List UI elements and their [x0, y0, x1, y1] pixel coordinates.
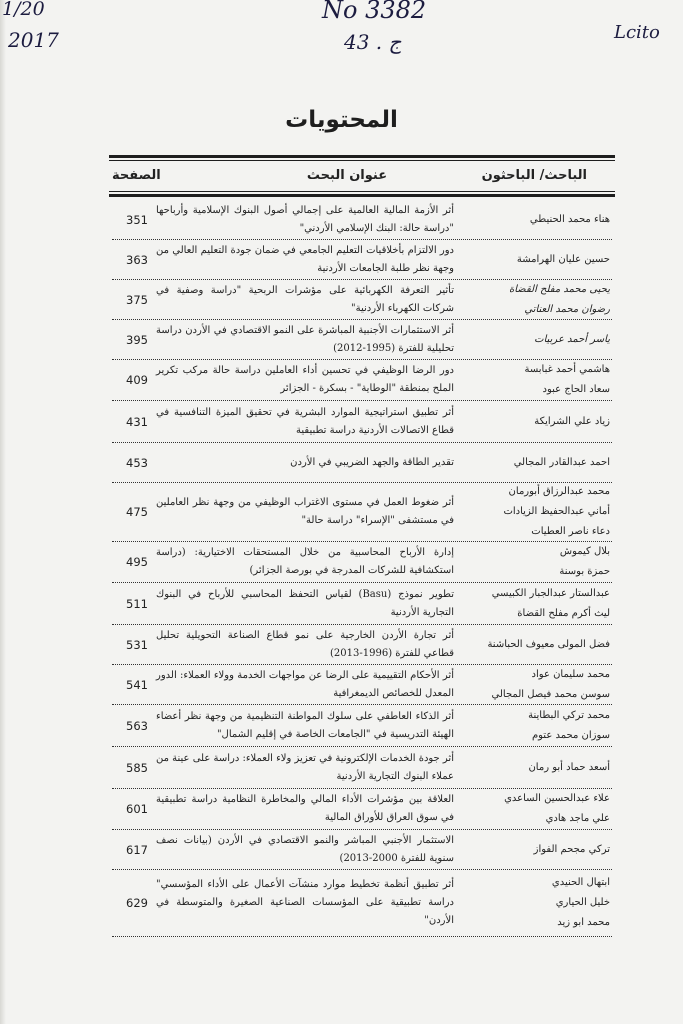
entry-title: تأثير التعرفة الكهربائية على مؤشرات الربحية "دراسة وصفية في شركات الكهرباء الأردنية" [156, 284, 454, 314]
entry-page-number: 531 [126, 637, 148, 652]
entry-title: أثر الذكاء العاطفي على سلوك المواطنة التنظيمية من وجهة نظر أعضاء الهيئة التدريسية في "الجامعات الخاصة في إقليم الشمال" [156, 710, 454, 740]
entry-authors [472, 330, 610, 350]
entry-title: أثر الاستثمارات الأجنبية المباشرة على النمو الاقتصادي في الأردن دراسة تحليلية للفترة (1995-2012) [156, 324, 454, 354]
table-row [112, 870, 612, 937]
entry-page-number: 375 [126, 292, 148, 307]
handwritten-year: 2017 [8, 28, 59, 52]
table-row [112, 665, 612, 705]
entry-authors [472, 584, 610, 624]
header-rule-bottom-thin [109, 191, 615, 192]
entry-title: دور الرضا الوظيفي في تحسين أداء العاملين دراسة حالة مركب تكرير الملح بمنطقة "الوطاية" - بسكرة - الجزائر [156, 365, 454, 394]
entry-page-number: 431 [126, 414, 148, 429]
author-name: هاشمي أحمد غبابسة [524, 364, 610, 375]
entry-authors [472, 758, 610, 778]
table-row [112, 240, 612, 280]
entry-title: تقدير الطاقة والجهد الضريبي في الأردن [290, 456, 454, 468]
table-row [112, 200, 612, 240]
entry-authors [472, 706, 610, 746]
table-row [112, 280, 612, 320]
entry-page-number: 363 [126, 252, 148, 267]
entry-page-number: 585 [126, 760, 148, 775]
entry-page-number: 511 [126, 596, 148, 611]
author-name: ابتهال الحنيدي [551, 877, 610, 888]
author-name: زياد علي الشرايكة [534, 415, 610, 427]
entry-authors [472, 360, 610, 400]
entry-authors [472, 665, 610, 705]
author-name: يحيى محمد مفلح القضاة [509, 283, 610, 295]
entry-title: أثر تطبيق استراتيجية الموارد البشرية في تحقيق الميزة التنافسية في قطاع الاتصالات الأردنية دراسة تطبيقية [156, 406, 454, 436]
author-name: بلال كيموش [559, 546, 610, 557]
entry-title: أثر جودة الخدمات الإلكترونية في تعزيز ولاء العملاء: دراسة على عينة من عملاء البنوك التجارية الأردنية [156, 752, 454, 782]
entry-authors [472, 250, 610, 270]
author-name: محمد تركي البطاينة [528, 709, 610, 721]
entry-title: أثر تطبيق أنظمة تخطيط موارد منشآت الأعمال على الأداء المؤسسي" دراسة تطبيقية على المؤسسات الصناعية الصغيرة والمتوسطة في الأردن" [156, 879, 454, 926]
author-name: محمد عبدالرزاق أبورمان [508, 486, 610, 497]
entry-title: الاستثمار الأجنبي المباشر والنمو الاقتصادي في الأردن (بيانات نصف سنوية للفترة 2000-2013) [156, 834, 454, 864]
entry-authors [472, 280, 610, 320]
author-name: علاء عبدالحسين الساعدي [504, 793, 610, 804]
entry-authors [472, 789, 610, 829]
entry-page-number: 601 [126, 802, 148, 816]
page-edge [0, 0, 6, 1024]
handwritten-copy-number: 43 . ج [344, 30, 402, 54]
header-rule-bottom [109, 194, 615, 197]
table-row [112, 830, 612, 870]
author-name: ياسر أحمد عربيات [534, 333, 610, 345]
entry-authors [472, 412, 610, 432]
entry-authors [472, 542, 610, 582]
entry-title: إدارة الأرباح المحاسبية من خلال المستحقات الاختيارية: (دراسة استكشافية للشركات المدرجة في بورصة الجزائر) [156, 547, 454, 576]
author-name: أسعد حماد أبو رمان [528, 761, 610, 773]
handwritten-note-right: Lcito [614, 22, 660, 43]
author-name: خليل الحياري [555, 897, 610, 908]
author-name: احمد عبدالقادر المجالي [513, 456, 610, 468]
entry-page-number: 475 [126, 505, 148, 519]
entry-title: أثر الأحكام التقييمية على الرضا عن مواجهات الخدمة وولاء العملاء: الدور المعدل للخصائص الديمغرافية [156, 669, 454, 699]
author-name: ليث أكرم مفلح القضاة [517, 607, 610, 619]
table-row [112, 320, 612, 360]
table-row [112, 483, 612, 542]
author-name: محمد ابو زيد [557, 917, 610, 928]
page-title: المحتويات [285, 107, 398, 133]
table-row [112, 542, 612, 583]
table-row [112, 443, 612, 483]
author-name: سوزان محمد عتوم [531, 729, 610, 741]
table-row [112, 401, 612, 443]
entry-page-number: 617 [126, 842, 148, 857]
author-name: سعاد الحاج عبود [542, 384, 610, 395]
author-name: محمد سليمان عواد [531, 668, 610, 680]
entry-authors [472, 840, 610, 860]
entry-title: دور الالتزام بأخلاقيات التعليم الجامعي في ضمان جودة التعليم العالي من وجهة نظر طلبة الجامعات الأردنية [156, 244, 454, 274]
table-row [112, 583, 612, 625]
entry-page-number: 409 [126, 373, 148, 387]
table-row [112, 747, 612, 789]
author-name: حمزة بوسنة [559, 566, 610, 577]
entry-authors [472, 453, 610, 473]
entry-page-number: 563 [126, 718, 148, 733]
entry-title: أثر الأزمة المالية العالمية على إجمالي أصول البنوك الإسلامية وأرباحها "دراسة حالة: البنك الإسلامي الأردني" [156, 204, 454, 234]
entry-title: العلاقة بين مؤشرات الأداء المالي والمخاطرة النظامية دراسة تطبيقية في سوق العراق للأوراق المالية [156, 794, 454, 823]
header-rule-top [109, 155, 615, 158]
entry-page-number: 629 [126, 896, 148, 910]
author-name: فضل المولى معيوف الحباشنة [487, 638, 610, 650]
entry-authors [472, 635, 610, 655]
entry-page-number: 453 [126, 455, 148, 470]
header-rule-top-thin [109, 160, 615, 161]
entry-page-number: 395 [126, 332, 148, 347]
column-header-page: الصفحة [112, 168, 161, 183]
handwritten-note-top-left: 1/20 [2, 0, 45, 20]
author-name: حسين عليان الهرامشة [516, 253, 610, 265]
entry-authors [472, 482, 610, 542]
author-name: دعاء ناصر العطيات [531, 526, 610, 537]
author-name: تركي مجحم الفواز [533, 843, 610, 855]
table-row [112, 705, 612, 747]
column-header-author: الباحث/ الباحثون [481, 168, 587, 183]
entry-title: تطوير نموذج (Basu) لقياس التحفظ المحاسبي للأرباح في البنوك التجارية الأردنية [156, 588, 454, 618]
entry-authors [472, 873, 610, 933]
entry-page-number: 495 [126, 555, 148, 569]
table-row [112, 360, 612, 401]
author-name: رضوان محمد العناتي [524, 303, 610, 315]
entry-page-number: 351 [126, 212, 148, 227]
entry-authors [472, 210, 610, 230]
table-row [112, 625, 612, 665]
author-name: هناء محمد الحنيطي [529, 213, 610, 225]
entry-title: أثر تجارة الأردن الخارجية على نمو قطاع الصناعة التحويلية تحليل قطاعي للفترة (1996-2013) [156, 629, 454, 659]
author-name: علي ماجد هادي [545, 813, 610, 824]
handwritten-call-number: No 3382 [322, 0, 427, 24]
author-name: عبدالستار عبدالجبار الكبيسي [491, 587, 610, 599]
author-name: سوسن محمد فيصل المجالي [491, 688, 610, 700]
entry-page-number: 541 [126, 677, 148, 692]
column-header-title: عنوان البحث [306, 168, 388, 183]
entry-title: أثر ضغوط العمل في مستوى الاغتراب الوظيفي من وجهة نظر العاملين في مستشفى "الإسراء" دراسة حالة" [156, 497, 454, 526]
table-row [112, 789, 612, 830]
author-name: أماني عبدالحفيظ الزيادات [503, 506, 610, 517]
